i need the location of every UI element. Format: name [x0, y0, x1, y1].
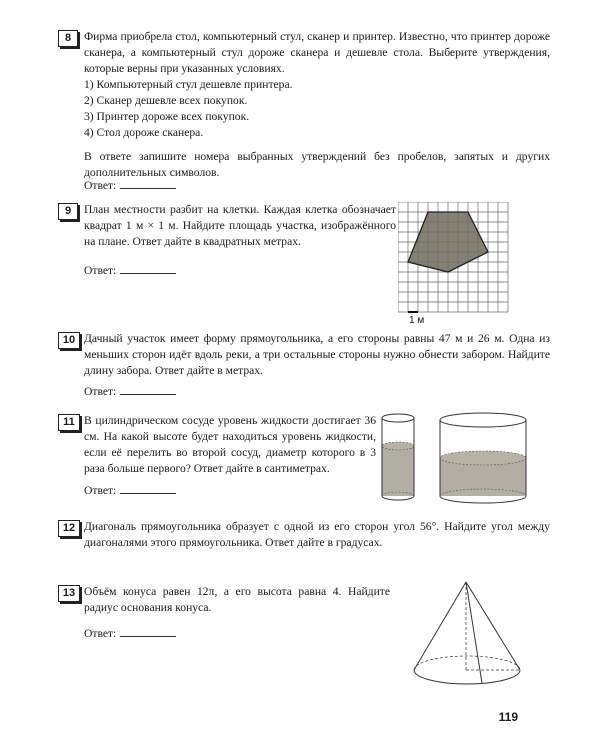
answer-field[interactable] [84, 625, 176, 642]
cylinders-figure [374, 408, 534, 508]
answer-label: Ответ: [84, 385, 117, 398]
answer-line[interactable] [120, 482, 176, 494]
land-plot-polygon [408, 212, 488, 272]
large-cylinder [440, 413, 526, 503]
task-number: 11 [58, 414, 80, 431]
answer-line[interactable] [120, 383, 176, 395]
scale-label: 1 м [409, 315, 425, 326]
task-statement: Дачный участок имеет форму прямоугольника, а его стороны равны 47 м и 26 м. Одна из меньших сторон идёт вдоль реки, а три остальные стороны нужно обнести забором. Найдите длину забора. Ответ дайте в метрах. [84, 332, 550, 377]
answer-field[interactable] [84, 262, 176, 279]
option-3: 3) Принтер дороже всех покупок. [84, 110, 250, 123]
answer-field[interactable] [84, 383, 176, 400]
page-number: 119 [498, 710, 518, 724]
answer-line[interactable] [120, 262, 176, 274]
task-number: 13 [58, 585, 80, 602]
answer-instruction: В ответе запишите номера выбранных утверждений без пробелов, запятых и других дополнительных символов. [84, 150, 550, 179]
task-statement: Диагональ прямоугольника образует с одной из его сторон угол 56°. Найдите угол между диагоналями этого прямоугольника. Ответ дайте в градусах. [84, 520, 550, 549]
task-number: 10 [58, 332, 80, 349]
cone-figure [408, 578, 528, 694]
answer-field[interactable] [84, 482, 176, 499]
option-1: 1) Компьютерный стул дешевле принтера. [84, 78, 293, 91]
task-statement: План местности разбит на клетки. Каждая клетка обозначает квадрат 1 м × 1 м. Найдите площадь участка, изображённого на плане. Ответ дайте в квадратных метрах. [84, 203, 396, 248]
answer-label: Ответ: [84, 179, 117, 192]
cone [414, 582, 520, 684]
answer-field[interactable] [84, 177, 176, 194]
task-statement: В цилиндрическом сосуде уровень жидкости достигает 36 см. На какой высоте будет находиться уровень жидкости, если её перелить во второй сосуд, диаметр которого в 3 раза больше первого? Ответ дайте в сантиметрах. [84, 414, 376, 475]
option-2: 2) Сканер дешевле всех покупок. [84, 94, 248, 107]
answer-label: Ответ: [84, 484, 117, 497]
answer-line[interactable] [120, 177, 176, 189]
option-4: 4) Стол дороже сканера. [84, 126, 204, 139]
task-number: 8 [58, 30, 78, 47]
answer-label: Ответ: [84, 627, 117, 640]
task-statement: Фирма приобрела стол, компьютерный стул, сканер и принтер. Известно, что принтер дороже сканера, а компьютерный стул дороже сканера и дешевле стола. Выберите утверждения, которые верны при указанных условиях. [84, 30, 550, 75]
task-statement: Объём конуса равен 12π, а его высота равна 4. Найдите радиус основания конуса. [84, 585, 390, 614]
answer-label: Ответ: [84, 264, 117, 277]
task-text [84, 29, 550, 181]
small-cylinder [382, 414, 414, 500]
grid-plan-figure [398, 202, 522, 326]
task-number: 9 [58, 203, 78, 220]
task-number: 12 [58, 520, 80, 537]
answer-line[interactable] [120, 625, 176, 637]
